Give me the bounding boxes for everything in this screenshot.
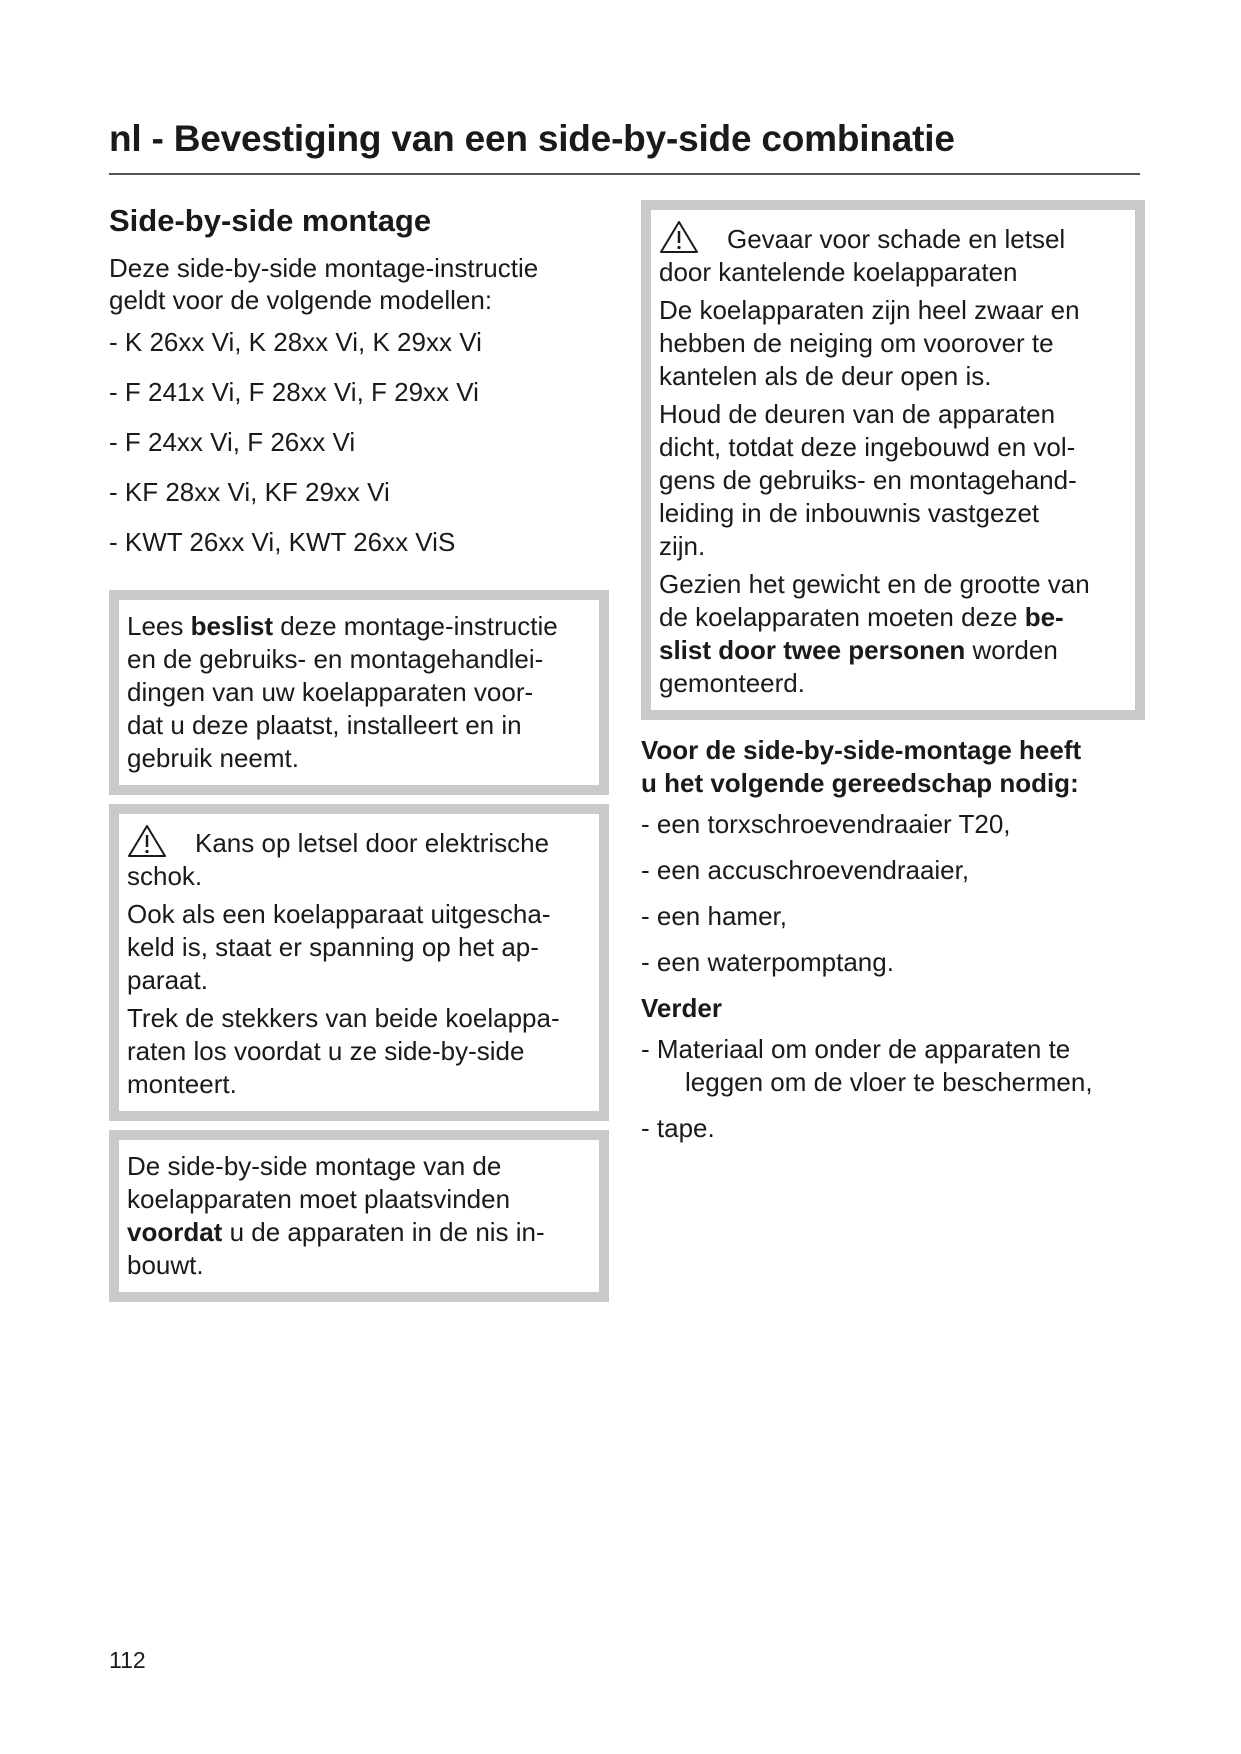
tool-item: - een accuschroevendraaier, — [641, 855, 970, 885]
note-emphasis: beslist — [190, 611, 273, 641]
section-heading: Side-by-side montage — [109, 203, 432, 238]
warning-emphasis: be- — [1024, 602, 1064, 632]
warning-emphasis: slist door twee personen — [659, 635, 966, 665]
warning-text: gemonteerd. — [659, 668, 805, 698]
note-text: Lees — [127, 611, 191, 641]
note-text: koelapparaten moet plaatsvinden — [127, 1184, 511, 1214]
extra-item-line: leggen om de vloer te beschermen, — [685, 1067, 1093, 1097]
model-item: - KF 28xx Vi, KF 29xx Vi — [109, 477, 390, 507]
warning-title: schok. — [127, 861, 203, 891]
warning-text: hebben de neiging om voorover te — [659, 328, 1054, 358]
warning-text: paraat. — [127, 965, 208, 995]
extra-item: - tape. — [641, 1113, 715, 1143]
title-divider — [109, 173, 1140, 175]
note-text: dingen van uw koelapparaten voor- — [127, 677, 534, 707]
note-text: bouwt. — [127, 1250, 204, 1280]
warning-text: gens de gebruiks- en montagehand- — [659, 465, 1077, 495]
model-item: - F 24xx Vi, F 26xx Vi — [109, 427, 356, 457]
extra-item — [641, 1033, 1145, 1099]
intro-line: geldt voor de volgende modellen: — [109, 285, 493, 315]
warning-text: dicht, totdat deze ingebouwd en vol- — [659, 432, 1076, 462]
warning-text: Houd de deuren van de apparaten — [659, 399, 1056, 429]
model-list — [109, 326, 609, 576]
right-column — [641, 200, 1145, 1158]
note-text: dat u deze plaatst, installeert en in — [127, 710, 522, 740]
extra-list — [641, 1033, 1145, 1145]
intro-line: Deze side-by-side montage-instructie — [109, 253, 539, 283]
read-instructions-note — [109, 590, 609, 795]
warning-text: leiding in de inbouwnis vastgezet — [659, 498, 1040, 528]
tools-heading-line: Voor de side-by-side-montage heeft — [641, 735, 1082, 765]
warning-text: De koelapparaten zijn heel zwaar en — [659, 295, 1080, 325]
warning-text: Trek de stekkers van beide koelappa- — [127, 1003, 560, 1033]
warning-text: zijn. — [659, 531, 706, 561]
note-text: De side-by-side montage van de — [127, 1151, 502, 1181]
tool-item: - een torxschroevendraaier T20, — [641, 809, 1011, 839]
model-item: - KWT 26xx Vi, KWT 26xx ViS — [109, 527, 456, 557]
note-text: en de gebruiks- en montagehandlei- — [127, 644, 544, 674]
warning-text: de koelapparaten moeten deze — [659, 602, 1025, 632]
page-number: 112 — [109, 1647, 146, 1673]
note-text: deze montage-instructie — [272, 611, 558, 641]
electric-shock-warning — [109, 804, 609, 1121]
warning-text: worden — [965, 635, 1058, 665]
tools-list — [641, 808, 1145, 979]
model-item: - K 26xx Vi, K 28xx Vi, K 29xx Vi — [109, 327, 482, 357]
left-column — [109, 204, 609, 1311]
tool-item: - een waterpomptang. — [641, 947, 894, 977]
warning-title: Gevaar voor schade en letsel — [727, 224, 1066, 254]
warning-triangle-icon — [127, 824, 167, 858]
note-text: gebruik neemt. — [127, 743, 299, 773]
warning-title: Kans op letsel door elektrische — [195, 828, 550, 858]
tool-item: - een hamer, — [641, 901, 787, 931]
install-order-note — [109, 1130, 609, 1302]
warning-text: Gezien het gewicht en de grootte van — [659, 569, 1090, 599]
intro-text — [109, 252, 609, 316]
tools-heading-line: u het volgende gereedschap nodig: — [641, 768, 1079, 798]
tools-heading — [641, 734, 1145, 800]
tipping-warning — [641, 200, 1145, 720]
warning-text: Ook als een koelapparaat uitgescha- — [127, 899, 551, 929]
warning-title: door kantelende koelapparaten — [659, 257, 1018, 287]
note-text: u de apparaten in de nis in- — [222, 1217, 545, 1247]
warning-text: kantelen als de deur open is. — [659, 361, 992, 391]
model-item: - F 241x Vi, F 28xx Vi, F 29xx Vi — [109, 377, 479, 407]
warning-text: raten los voordat u ze side-by-side — [127, 1036, 525, 1066]
note-emphasis: voordat — [127, 1217, 223, 1247]
warning-text: keld is, staat er spanning op het ap- — [127, 932, 539, 962]
extra-heading: Verder — [641, 993, 722, 1023]
warning-text: monteert. — [127, 1069, 237, 1099]
extra-item-line: - Materiaal om onder de apparaten te — [641, 1034, 1071, 1064]
warning-triangle-icon — [659, 220, 699, 254]
page-title: nl - Bevestiging van een side-by-side combinatie — [109, 118, 955, 159]
